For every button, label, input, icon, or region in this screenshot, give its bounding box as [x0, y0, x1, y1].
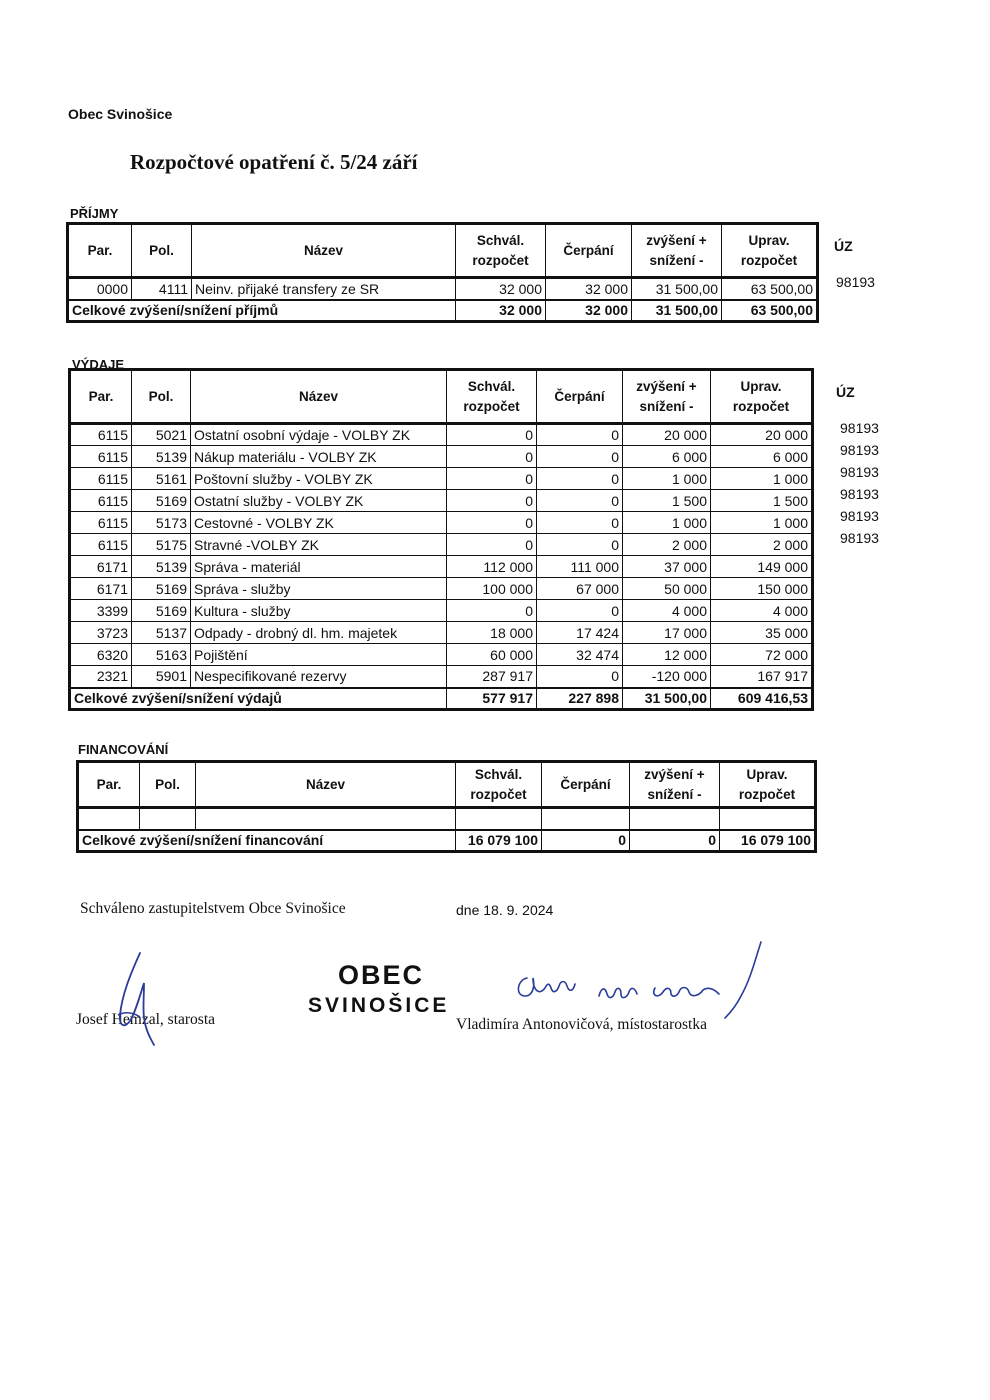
cell-pol: 5161 [132, 468, 191, 490]
cell-schval: 32 000 [456, 278, 546, 300]
header-schval: Schvál. rozpočet [456, 224, 546, 278]
cell-schval: 0 [447, 512, 537, 534]
total-zmena: 0 [630, 830, 720, 852]
page-title: Rozpočtové opatření č. 5/24 září [130, 150, 418, 174]
approval-date: dne 18. 9. 2024 [456, 902, 554, 918]
cell-cerpani: 32 000 [546, 278, 632, 300]
header-nazev: Název [192, 224, 456, 278]
table-row [70, 512, 813, 534]
uz-header: ÚZ [834, 238, 853, 254]
header-zvyseni: zvýšení + snížení - [630, 762, 720, 808]
cell-uprav: 63 500,00 [722, 278, 818, 300]
cell-uprav: 1 000 [711, 512, 813, 534]
cell-uprav: 167 917 [711, 666, 813, 688]
cell-schval: 100 000 [447, 578, 537, 600]
header-nazev: Název [191, 370, 447, 424]
cell-nazev: Správa - materiál [191, 556, 447, 578]
cell-uprav: 35 000 [711, 622, 813, 644]
cell-pol: 5139 [132, 556, 191, 578]
cell-uprav: 72 000 [711, 644, 813, 666]
cell-par: 3723 [70, 622, 132, 644]
cell-uprav: 149 000 [711, 556, 813, 578]
cell-par: 6171 [70, 578, 132, 600]
total-label: Celkové zvýšení/snížení financování [78, 830, 456, 852]
cell-cerpani: 111 000 [537, 556, 623, 578]
table-row [70, 468, 813, 490]
empty-row [78, 808, 816, 830]
cell-par: 6320 [70, 644, 132, 666]
cell-uprav: 4 000 [711, 600, 813, 622]
cell-pol: 5169 [132, 578, 191, 600]
total-cerpani: 0 [542, 830, 630, 852]
cell-cerpani: 0 [537, 424, 623, 446]
financovani-table [76, 760, 817, 853]
vydaje-label: VÝDAJE [72, 357, 125, 372]
cell-pol: 5163 [132, 644, 191, 666]
cell-zmena: 1 000 [623, 512, 711, 534]
cell-schval: 0 [447, 490, 537, 512]
uz-value: 98193 [840, 420, 879, 436]
header-pol: Pol. [140, 762, 196, 808]
cell-uprav: 150 000 [711, 578, 813, 600]
header-uprav: Uprav. rozpočet [711, 370, 813, 424]
table-row [70, 534, 813, 556]
cell-zmena: 37 000 [623, 556, 711, 578]
table-row [70, 556, 813, 578]
cell-zmena: 31 500,00 [632, 278, 722, 300]
cell-schval: 0 [447, 600, 537, 622]
cell-zmena: 12 000 [623, 644, 711, 666]
total-uprav: 63 500,00 [722, 300, 818, 322]
cell-cerpani: 0 [537, 446, 623, 468]
approval-text: Schváleno zastupitelstvem Obce Svinošice [80, 900, 346, 917]
cell-nazev: Stravné -VOLBY ZK [191, 534, 447, 556]
table-row [70, 490, 813, 512]
uz-value: 98193 [840, 486, 879, 502]
cell-pol: 4111 [132, 278, 192, 300]
header-par: Par. [70, 370, 132, 424]
table-row [70, 600, 813, 622]
header-schval: Schvál. rozpočet [447, 370, 537, 424]
cell-nazev: Ostatní osobní výdaje - VOLBY ZK [191, 424, 447, 446]
cell-pol: 5901 [132, 666, 191, 688]
cell-par: 3399 [70, 600, 132, 622]
cell-pol: 5137 [132, 622, 191, 644]
total-schval: 16 079 100 [456, 830, 542, 852]
cell-nazev: Nákup materiálu - VOLBY ZK [191, 446, 447, 468]
cell-cerpani: 0 [537, 512, 623, 534]
header-schval: Schvál. rozpočet [456, 762, 542, 808]
cell-uprav: 6 000 [711, 446, 813, 468]
total-label: Celkové zvýšení/snížení výdajů [70, 688, 447, 710]
cell-zmena: 50 000 [623, 578, 711, 600]
table-row [70, 424, 813, 446]
stamp-line1: OBEC [338, 960, 425, 990]
uz-value: 98193 [836, 274, 875, 290]
cell-zmena: 1 500 [623, 490, 711, 512]
header-zvyseni: zvýšení + snížení - [632, 224, 722, 278]
table-row [70, 644, 813, 666]
total-zmena: 31 500,00 [623, 688, 711, 710]
cell-uprav: 1 500 [711, 490, 813, 512]
cell-pol: 5139 [132, 446, 191, 468]
cell-nazev: Ostatní služby - VOLBY ZK [191, 490, 447, 512]
cell-par: 2321 [70, 666, 132, 688]
cell-cerpani: 67 000 [537, 578, 623, 600]
cell-nazev: Cestovné - VOLBY ZK [191, 512, 447, 534]
table-row [70, 666, 813, 688]
header-uprav: Uprav. rozpočet [722, 224, 818, 278]
total-schval: 577 917 [447, 688, 537, 710]
total-row [78, 830, 816, 852]
uz-value: 98193 [840, 530, 879, 546]
cell-cerpani: 0 [537, 600, 623, 622]
cell-pol: 5175 [132, 534, 191, 556]
uz-value: 98193 [840, 464, 879, 480]
deputy-handwritten-signature [505, 938, 775, 1028]
cell-uprav: 20 000 [711, 424, 813, 446]
cell-pol: 5173 [132, 512, 191, 534]
stamp-line2: SVINOŠICE [308, 994, 450, 1017]
cell-nazev: Neinv. přijaké transfery ze SR [192, 278, 456, 300]
cell-cerpani: 32 474 [537, 644, 623, 666]
total-uprav: 609 416,53 [711, 688, 813, 710]
uz-value: 98193 [840, 442, 879, 458]
cell-nazev: Kultura - služby [191, 600, 447, 622]
cell-par: 0000 [68, 278, 132, 300]
prijmy-table [66, 222, 819, 323]
cell-nazev: Poštovní služby - VOLBY ZK [191, 468, 447, 490]
uz-value: 98193 [840, 508, 879, 524]
header-cerpani: Čerpání [542, 762, 630, 808]
deputy-signature-label: Vladimíra Antonovičová, místostarostka [456, 1016, 707, 1033]
header-nazev: Název [196, 762, 456, 808]
cell-uprav: 2 000 [711, 534, 813, 556]
total-uprav: 16 079 100 [720, 830, 816, 852]
total-row [68, 300, 818, 322]
cell-schval: 18 000 [447, 622, 537, 644]
cell-schval: 0 [447, 534, 537, 556]
cell-cerpani: 0 [537, 666, 623, 688]
header-par: Par. [68, 224, 132, 278]
cell-zmena: 6 000 [623, 446, 711, 468]
header-cerpani: Čerpání [537, 370, 623, 424]
cell-pol: 5021 [132, 424, 191, 446]
cell-zmena: -120 000 [623, 666, 711, 688]
cell-par: 6115 [70, 512, 132, 534]
mayor-signature-label: Josef Hemzal, starosta [76, 1011, 216, 1028]
cell-cerpani: 0 [537, 490, 623, 512]
cell-par: 6171 [70, 556, 132, 578]
cell-schval: 0 [447, 446, 537, 468]
header-pol: Pol. [132, 370, 191, 424]
header-uprav: Uprav. rozpočet [720, 762, 816, 808]
table-row [68, 278, 818, 300]
cell-nazev: Nespecifikované rezervy [191, 666, 447, 688]
cell-par: 6115 [70, 534, 132, 556]
total-row [70, 688, 813, 710]
header-cerpani: Čerpání [546, 224, 632, 278]
mayor-handwritten-signature [100, 945, 180, 1055]
cell-zmena: 17 000 [623, 622, 711, 644]
cell-zmena: 1 000 [623, 468, 711, 490]
cell-uprav: 1 000 [711, 468, 813, 490]
cell-par: 6115 [70, 424, 132, 446]
cell-cerpani: 0 [537, 534, 623, 556]
financovani-label: FINANCOVÁNÍ [78, 742, 169, 757]
cell-par: 6115 [70, 468, 132, 490]
total-cerpani: 32 000 [546, 300, 632, 322]
cell-nazev: Správa - služby [191, 578, 447, 600]
total-zmena: 31 500,00 [632, 300, 722, 322]
cell-cerpani: 0 [537, 468, 623, 490]
organization-name: Obec Svinošice [68, 106, 173, 122]
header-pol: Pol. [132, 224, 192, 278]
cell-pol: 5169 [132, 600, 191, 622]
total-cerpani: 227 898 [537, 688, 623, 710]
total-label: Celkové zvýšení/snížení příjmů [68, 300, 456, 322]
cell-par: 6115 [70, 490, 132, 512]
cell-nazev: Odpady - drobný dl. hm. majetek [191, 622, 447, 644]
total-schval: 32 000 [456, 300, 546, 322]
cell-pol: 5169 [132, 490, 191, 512]
cell-schval: 287 917 [447, 666, 537, 688]
table-row [70, 446, 813, 468]
cell-zmena: 2 000 [623, 534, 711, 556]
cell-cerpani: 17 424 [537, 622, 623, 644]
cell-zmena: 4 000 [623, 600, 711, 622]
uz-header: ÚZ [836, 384, 855, 400]
header-par: Par. [78, 762, 140, 808]
table-row [70, 622, 813, 644]
cell-par: 6115 [70, 446, 132, 468]
prijmy-label: PŘÍJMY [70, 206, 119, 221]
cell-schval: 60 000 [447, 644, 537, 666]
vydaje-table [68, 368, 814, 711]
cell-schval: 0 [447, 424, 537, 446]
cell-zmena: 20 000 [623, 424, 711, 446]
cell-schval: 0 [447, 468, 537, 490]
cell-nazev: Pojištění [191, 644, 447, 666]
cell-schval: 112 000 [447, 556, 537, 578]
header-zvyseni: zvýšení + snížení - [623, 370, 711, 424]
table-row [70, 578, 813, 600]
